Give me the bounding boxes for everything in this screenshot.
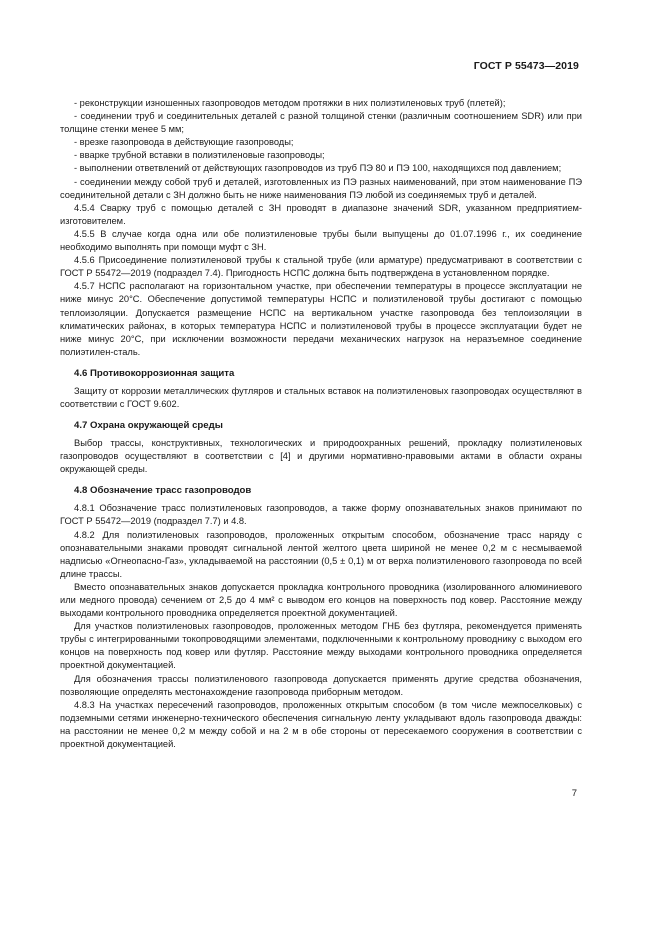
list-item: - соединении труб и соединительных деталей с разной толщиной стенки (различным соотношением SDR) или при толщине стенки менее 5 мм; — [60, 111, 582, 135]
paragraph-4-5-4: 4.5.4 Сварку труб с помощью деталей с ЗН проводят в диапазоне значений SDR, указанном предприятием-изготовителем. — [60, 202, 582, 226]
paragraph-4-5-6: 4.5.6 Присоединение полиэтиленовой трубы к стальной трубе (или арматуре) предусматривают в соответствии с ГОСТ Р 55472—2019 (подраздел 7.4). Пригодность НСПС должна быть подтверждена в установленном порядке. — [60, 255, 582, 279]
paragraph-4-8-2-control-wire: Вместо опознавательных знаков допускается прокладка контрольного проводника (изолированного алюминиевого или медного провода) сечением от 2,5 до 4 мм² с выводом его концов на поверхность под ковер. Расстояние между выходами контрольного проводника определяется проектной документацией. — [60, 581, 582, 619]
list-item: - соединении между собой труб и деталей, изготовленных из ПЭ разных наименований, при этом наименование ПЭ соединительной детали с ЗН должно быть не ниже наименования ПЭ любой из соединяемых труб и деталей. — [60, 176, 582, 200]
paragraph-4-8-2-other-means: Для обозначения трассы полиэтиленового газопровода допускается применять другие средства обозначения, позволяющие определять местонахождение газопровода приборным методом. — [60, 673, 582, 697]
list-item: - реконструкции изношенных газопроводов методом протяжки в них полиэтиленовых труб (плетей); — [74, 98, 506, 108]
page-content — [60, 97, 582, 751]
section-title-4-6: 4.6 Противокоррозионная защита — [74, 367, 235, 379]
paragraph-4-6: Защиту от коррозии металлических футляров и стальных вставок на полиэтиленовых газопроводах осуществляют в соответствии с ГОСТ 9.602. — [60, 385, 582, 409]
paragraph-4-5-7: 4.5.7 НСПС располагают на горизонтальном участке, при обеспечении температуры в процессе эксплуатации не ниже минус 20°С. Обеспечение допустимой температуры НСПС и полиэтиленовой трубы достигают с помощью теплоизоляции. Допускается размещение НСПС на вертикальном участке газопровода без теплоизоляции в климатических районах, в которых температура НСПС и полиэтиленовой трубы в процессе эксплуатации будет не ниже минус 20°С, при исключении возможности передачи механических нагрузок на неразъемное соединение полиэтилен-сталь. — [60, 281, 582, 357]
paragraph-4-7: Выбор трассы, конструктивных, технологических и природоохранных решений, прокладку полиэтиленовых газопроводов осуществляют в соответствии с [4] и другими нормативно-правовыми актами в области охраны окружающей среды. — [60, 438, 582, 475]
list-item: - выполнении ответвлений от действующих газопроводов из труб ПЭ 80 и ПЭ 100, находящихся под давлением; — [74, 163, 562, 174]
standard-designation: ГОСТ Р 55473—2019 — [473, 60, 579, 72]
paragraph-4-8-2-hdd: Для участков полиэтиленовых газопроводов, проложенных методом ГНБ без футляра, рекомендуется применять трубы с интегрированными токопроводящими элементами, подключенными к контрольному проводнику с выходом его концов на поверхность под ковер или футляр. Расстояние между выходами контрольного проводника определяется проектной документацией. — [60, 621, 582, 671]
list-item: - врезке газопровода в действующие газопроводы; — [74, 137, 294, 148]
list-item: - вварке трубной вставки в полиэтиленовые газопроводы; — [74, 150, 325, 161]
paragraph-4-8-2: 4.8.2 Для полиэтиленовых газопроводов, проложенных открытым способом, обозначение трасс наряду с опознавательными знаками проводят сигнальной лентой желтого цвета шириной не менее 0,2 м с несмываемой надписью «Огнеопасно-Газ», укладываемой на расстоянии (0,5 ± 0,1) м от верха полиэтиленового газопровода по всей длине трассы. — [60, 529, 582, 579]
section-title-4-8: 4.8 Обозначение трасс газопроводов — [74, 485, 252, 497]
paragraph-4-5-5: 4.5.5 В случае когда одна или обе полиэтиленовые трубы были выпущены до 01.07.1996 г., их соединение необходимо выполнять при помощи муфт с ЗН. — [60, 228, 582, 253]
page-number: 7 — [571, 788, 577, 799]
paragraph-4-8-1: 4.8.1 Обозначение трасс полиэтиленовых газопроводов, а также форму опознавательных знаков принимают по ГОСТ Р 55472—2019 (подраздел 7.7) и 4.8. — [60, 503, 582, 527]
paragraph-4-8-3: 4.8.3 На участках пересечений газопроводов, проложенных открытым способом (в том числе межпоселковых) с подземными сетями инженерно-технического обеспечения сигнальную ленту укладывают вдоль газопровода дважды: на расстоянии не менее 0,2 м между собой и на 2 м в обе стороны от пересекаемого сооружения в соответствии с проектной документацией. — [60, 699, 582, 750]
section-title-4-7: 4.7 Охрана окружающей среды — [74, 420, 223, 432]
